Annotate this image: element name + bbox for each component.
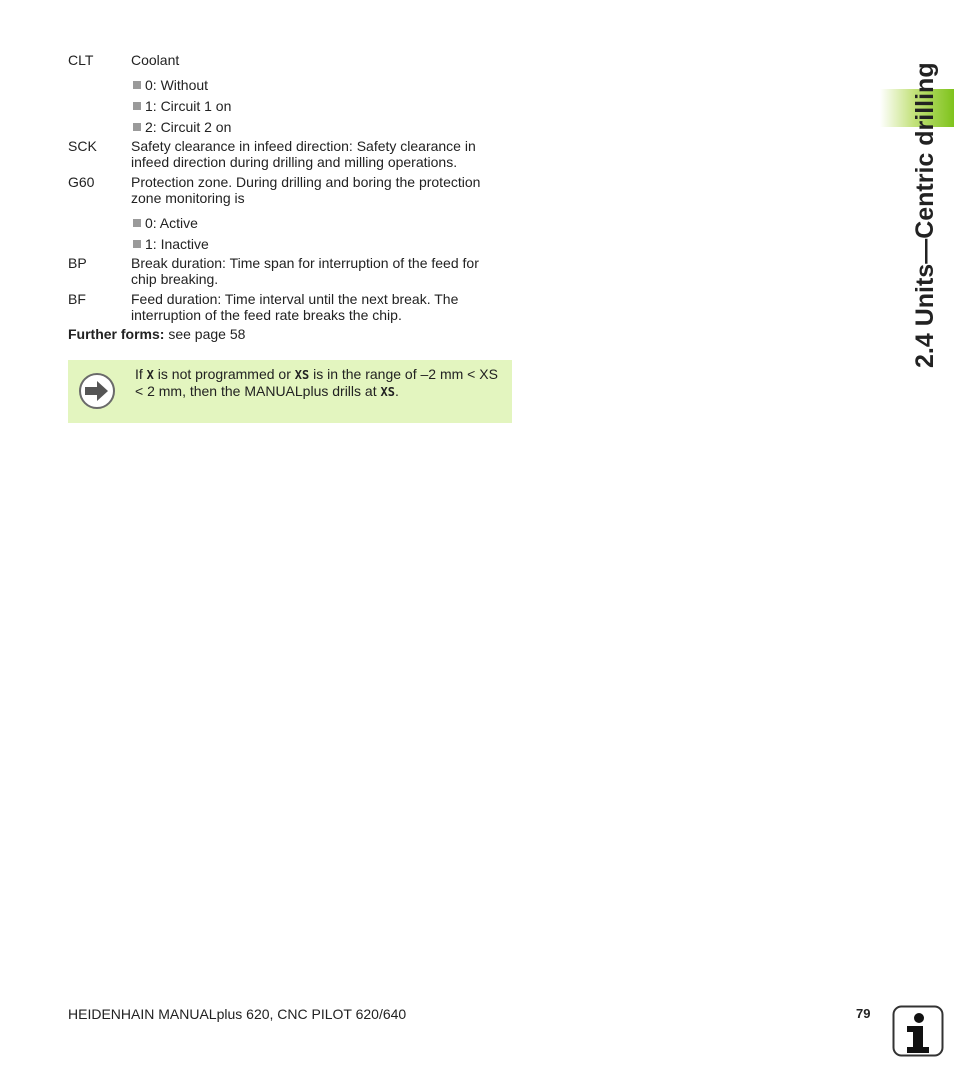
arrow-right-icon [79,373,115,409]
info-icon[interactable] [892,1005,944,1057]
note-segment: If [135,366,147,382]
list-item [133,98,231,114]
option-label: 0: Active [145,215,198,231]
param-desc: Protection zone. During drilling and boring the protection zone monitoring is [131,174,481,206]
chapter-title: 2.4 Units—Centric drilling [911,62,939,368]
bullet-square-icon [133,102,141,110]
bullet-square-icon [133,240,141,248]
note-box [68,360,512,423]
param-code: BF [68,291,86,307]
param-code: BP [68,255,87,271]
option-label: 0: Without [145,77,209,93]
option-label: 1: Circuit 1 on [145,98,232,114]
param-desc: Break duration: Time span for interruption of the feed for chip breaking. [131,255,479,287]
param-code: SCK [68,138,97,154]
note-segment: is in the range of –2 mm < XS < 2 mm, then the MANUALplus drills at [135,366,498,399]
note-code: XS [380,385,395,399]
param-code: CLT [68,52,94,68]
note-code: XS [294,368,310,382]
list-item [133,77,208,93]
further-link[interactable]: see page 58 [168,326,246,342]
further-label: Further forms: [68,326,165,342]
bullet-square-icon [133,123,141,131]
list-item [133,215,198,231]
option-label: 2: Circuit 2 on [145,119,232,135]
bullet-square-icon [133,81,141,89]
list-item [133,119,231,135]
note-segment: is not programmed or [153,366,295,382]
param-desc: Coolant [131,52,180,68]
note-text [135,366,505,400]
further-forms [68,326,245,342]
footer-text: HEIDENHAIN MANUALplus 620, CNC PILOT 620/640 [68,1006,407,1022]
page-number: 79 [856,1006,871,1021]
param-desc: Feed duration: Time interval until the next break. The interruption of the feed rate breaks the chip. [131,291,459,323]
option-label: 1: Inactive [145,236,209,252]
bullet-square-icon [133,219,141,227]
param-desc: Safety clearance in infeed direction: Safety clearance in infeed direction during drilling and milling operations. [131,138,476,170]
list-item [133,236,209,252]
param-code: G60 [68,174,95,190]
note-segment: . [394,383,399,399]
note-code: X [146,368,154,382]
